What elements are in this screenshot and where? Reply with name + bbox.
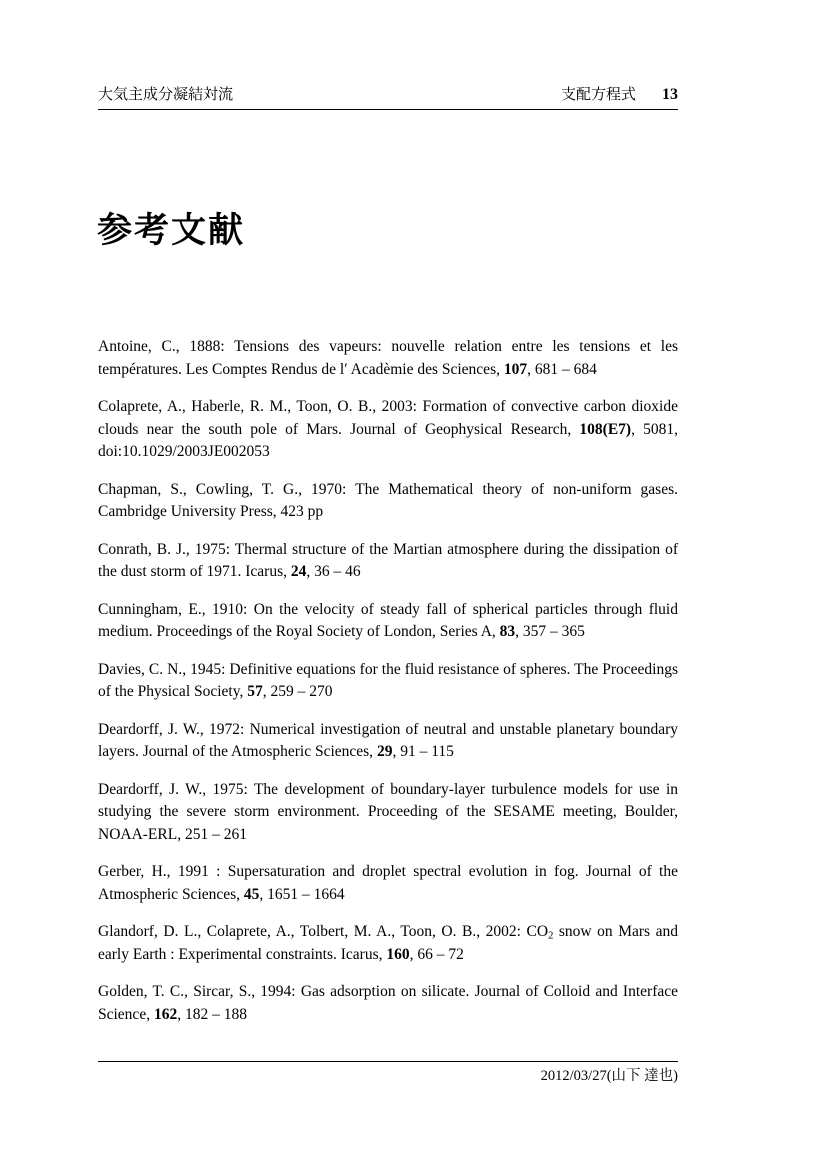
reference-segment: Antoine, C., 1888: Tensions des vapeurs: nouvelle relation entre les tensions et les températures. Les Comptes Rendus de l′ Acadèmie des Sciences, — [98, 338, 678, 378]
reference-segment: , 91 – 115 — [392, 743, 454, 760]
footer-rule — [98, 1061, 678, 1062]
reference-segment: , 681 – 684 — [527, 360, 597, 378]
reference-segment: , 66 – 72 — [409, 945, 464, 963]
reference-segment: , 259 – 270 — [262, 683, 333, 700]
page-header — [98, 86, 678, 104]
reference-segment: , 36 – 46 — [306, 563, 361, 580]
reference-segment: 45 — [243, 885, 260, 903]
reference-segment: 162 — [153, 1005, 178, 1023]
header-section-title: 支配方程式 — [560, 86, 636, 103]
reference-segment: 160 — [386, 945, 410, 963]
reference-segment: 107 — [503, 360, 528, 378]
reference-segment: Colaprete, A., Haberle, R. M., Toon, O. B., 2003: Formation of convective carbon dioxide clouds near the south pole of Mars. Journal of Geophysical Research, — [98, 398, 678, 438]
reference-segment: 83 — [499, 623, 516, 640]
reference-segment: , 357 – 365 — [515, 623, 585, 640]
header-left-title: 大気主成分凝結対流 — [98, 86, 234, 103]
footer-date-author: 2012/03/27(山下 達也) — [540, 1068, 678, 1084]
reference-segment: Deardorff, J. W., 1975: The development of boundary-layer turbulence models for use in studying the severe storm environment. Proceeding of the SESAME meeting, Boulder, NOAA-ERL, 251 – 261 — [98, 780, 678, 843]
page-footer — [98, 1066, 678, 1086]
reference-segment: snow on Mars and early Earth : Experimental constraints. Icarus, — [98, 923, 678, 963]
reference-entry — [98, 539, 678, 584]
section-title: 参考文献 — [97, 211, 246, 250]
reference-segment: , 182 – 188 — [177, 1005, 247, 1023]
reference-entry — [98, 861, 678, 906]
reference-segment: 29 — [376, 743, 393, 760]
reference-segment: , 5081, doi:10.1029/2003JE002053 — [98, 420, 679, 460]
reference-segment: 24 — [290, 563, 307, 580]
reference-segment: Davies, C. N., 1945: Definitive equations for the fluid resistance of spheres. The Proceedings of the Physical Society, — [98, 660, 678, 700]
reference-entry — [98, 659, 678, 704]
reference-entry — [98, 479, 678, 524]
reference-segment: , 1651 – 1664 — [259, 885, 345, 903]
reference-segment: Chapman, S., Cowling, T. G., 1970: The Mathematical theory of non-uniform gases. Cambridge University Press, 423 pp — [98, 480, 678, 520]
reference-segment: Golden, T. C., Sircar, S., 1994: Gas adsorption on silicate. Journal of Colloid and Interface Science, — [98, 983, 678, 1023]
reference-entry — [98, 779, 678, 847]
header-right-group — [561, 86, 678, 104]
reference-entry — [98, 396, 678, 464]
reference-segment: Glandorf, D. L., Colaprete, A., Tolbert, M. A., Toon, O. B., 2002: CO — [98, 923, 549, 940]
reference-entry — [98, 336, 678, 381]
reference-entry — [98, 719, 678, 764]
references-list — [98, 336, 678, 1026]
reference-segment: Deardorff, J. W., 1972: Numerical investigation of neutral and unstable planetary boundary layers. Journal of the Atmospheric Sciences, — [98, 720, 678, 760]
header-rule — [98, 109, 678, 110]
reference-segment: 108(E7) — [579, 420, 632, 438]
reference-entry — [98, 921, 678, 966]
reference-entry — [98, 981, 678, 1026]
reference-segment: Gerber, H., 1991 : Supersaturation and droplet spectral evolution in fog. Journal of the Atmospheric Sciences, — [98, 863, 678, 903]
reference-entry — [98, 599, 678, 644]
page-number: 13 — [662, 86, 678, 103]
reference-segment: Cunningham, E., 1910: On the velocity of steady fall of spherical particles through fluid medium. Proceedings of the Royal Society of London, Series A, — [98, 600, 678, 640]
reference-segment: 2 — [548, 930, 554, 942]
reference-segment: Conrath, B. J., 1975: Thermal structure of the Martian atmosphere during the dissipation of the dust storm of 1971. Icarus, — [98, 540, 678, 580]
reference-segment: 57 — [247, 683, 263, 700]
